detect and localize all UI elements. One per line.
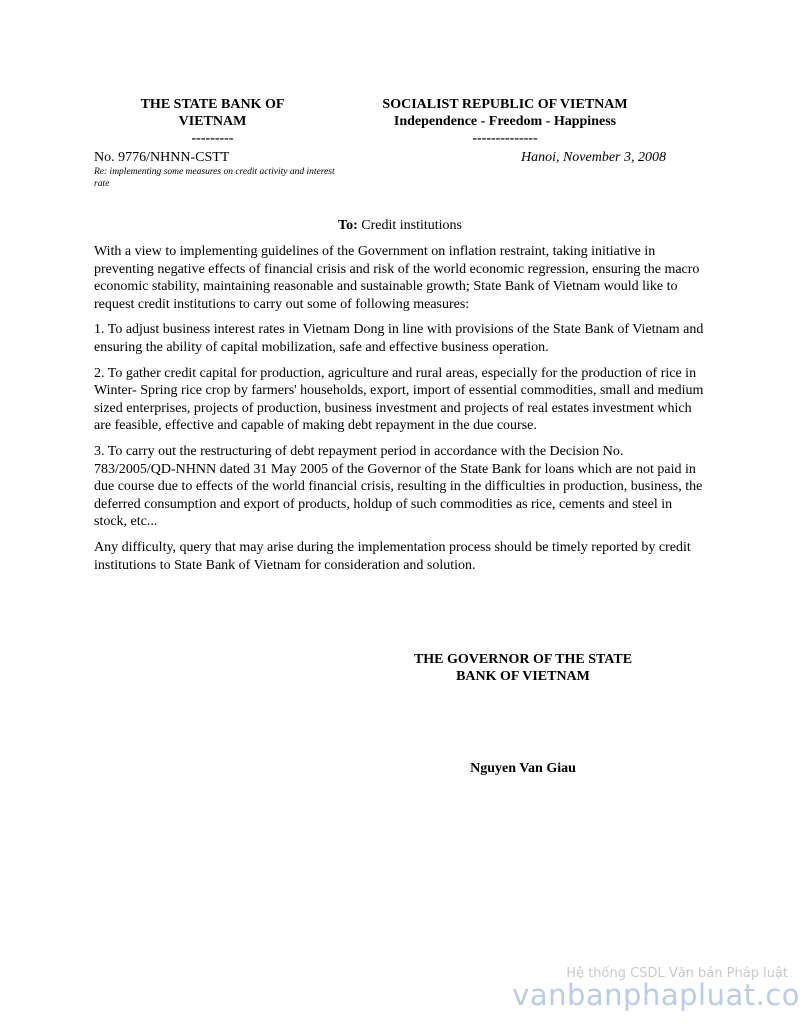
- watermark-caption: Hệ thống CSDL Văn bản Pháp luật: [566, 966, 788, 981]
- country-name: SOCIALIST REPUBLIC OF VIETNAM: [382, 97, 628, 112]
- measure-item-1: 1. To adjust business interest rates in Vietnam Dong in line with provisions of the State Bank of Vietnam and ensuring the ability of capital mobilization, safe and effective business operation.: [94, 322, 704, 355]
- issuer-name-line1: THE STATE BANK OF: [140, 97, 285, 112]
- measure-item-3: 3. To carry out the restructuring of debt repayment period in accordance with the Decision No. 783/2005/QD-NHNN dated 31 May 2005 of the Governor of the State Bank for loans which are not paid in due course due to effects of the world financial crisis, resulting in the difficulties in production, business, the deferred consumption and export of products, holdup of such commodities as rice, cements and steel in stock, etc...: [94, 443, 703, 530]
- issuer-rule: ---------: [191, 131, 234, 146]
- national-heading: [340, 96, 670, 147]
- national-motto: Independence - Freedom - Happiness: [393, 114, 617, 129]
- recipient-value: Credit institutions: [361, 218, 462, 233]
- watermark-site-name: vanbanphapluat.co: [512, 978, 800, 1012]
- signatory-name: Nguyen Van Giau: [470, 761, 576, 776]
- document-date: Hanoi, November 3, 2008: [520, 150, 666, 165]
- issuer-name-line2: VIETNAM: [178, 114, 247, 129]
- signatory-title-line1: THE GOVERNOR OF THE STATE: [413, 652, 633, 667]
- signatory-title-line2: BANK OF VIETNAM: [456, 669, 590, 684]
- intro-paragraph: With a view to implementing guidelines of the Government on inflation restraint, taking initiative in preventing negative effects of financial crisis and risk of the world economic regression, ensuring the macro economic stability, maintaining reasonable and sustainable growth; State Bank of Vietnam would like to request credit institutions to carry out some of following measures:: [94, 244, 700, 312]
- document-number: No. 9776/NHNN-CSTT: [94, 150, 230, 165]
- letter-body: [94, 243, 706, 582]
- signatory-title: [380, 651, 666, 685]
- document-subject: Re: implementing some measures on credit activity and interest rate: [94, 167, 335, 189]
- issuer-block: [105, 96, 320, 147]
- recipient-label: To:: [338, 218, 358, 233]
- recipient-line: [0, 218, 800, 234]
- measure-item-2: 2. To gather credit capital for production, agriculture and rural areas, especially for the production of rice in Winter- Spring rice crop by farmers' households, export, import of essential commodities, small and medium sized enterprises, projects of production, business investment and projects of real estates investment which are feasible, effective and capable of making debt repayment in the due course.: [94, 365, 704, 434]
- closing-paragraph: Any difficulty, query that may arise during the implementation process should be timely reported by credit institutions to State Bank of Vietnam for consideration and solution.: [94, 539, 691, 573]
- national-rule: --------------: [472, 131, 538, 146]
